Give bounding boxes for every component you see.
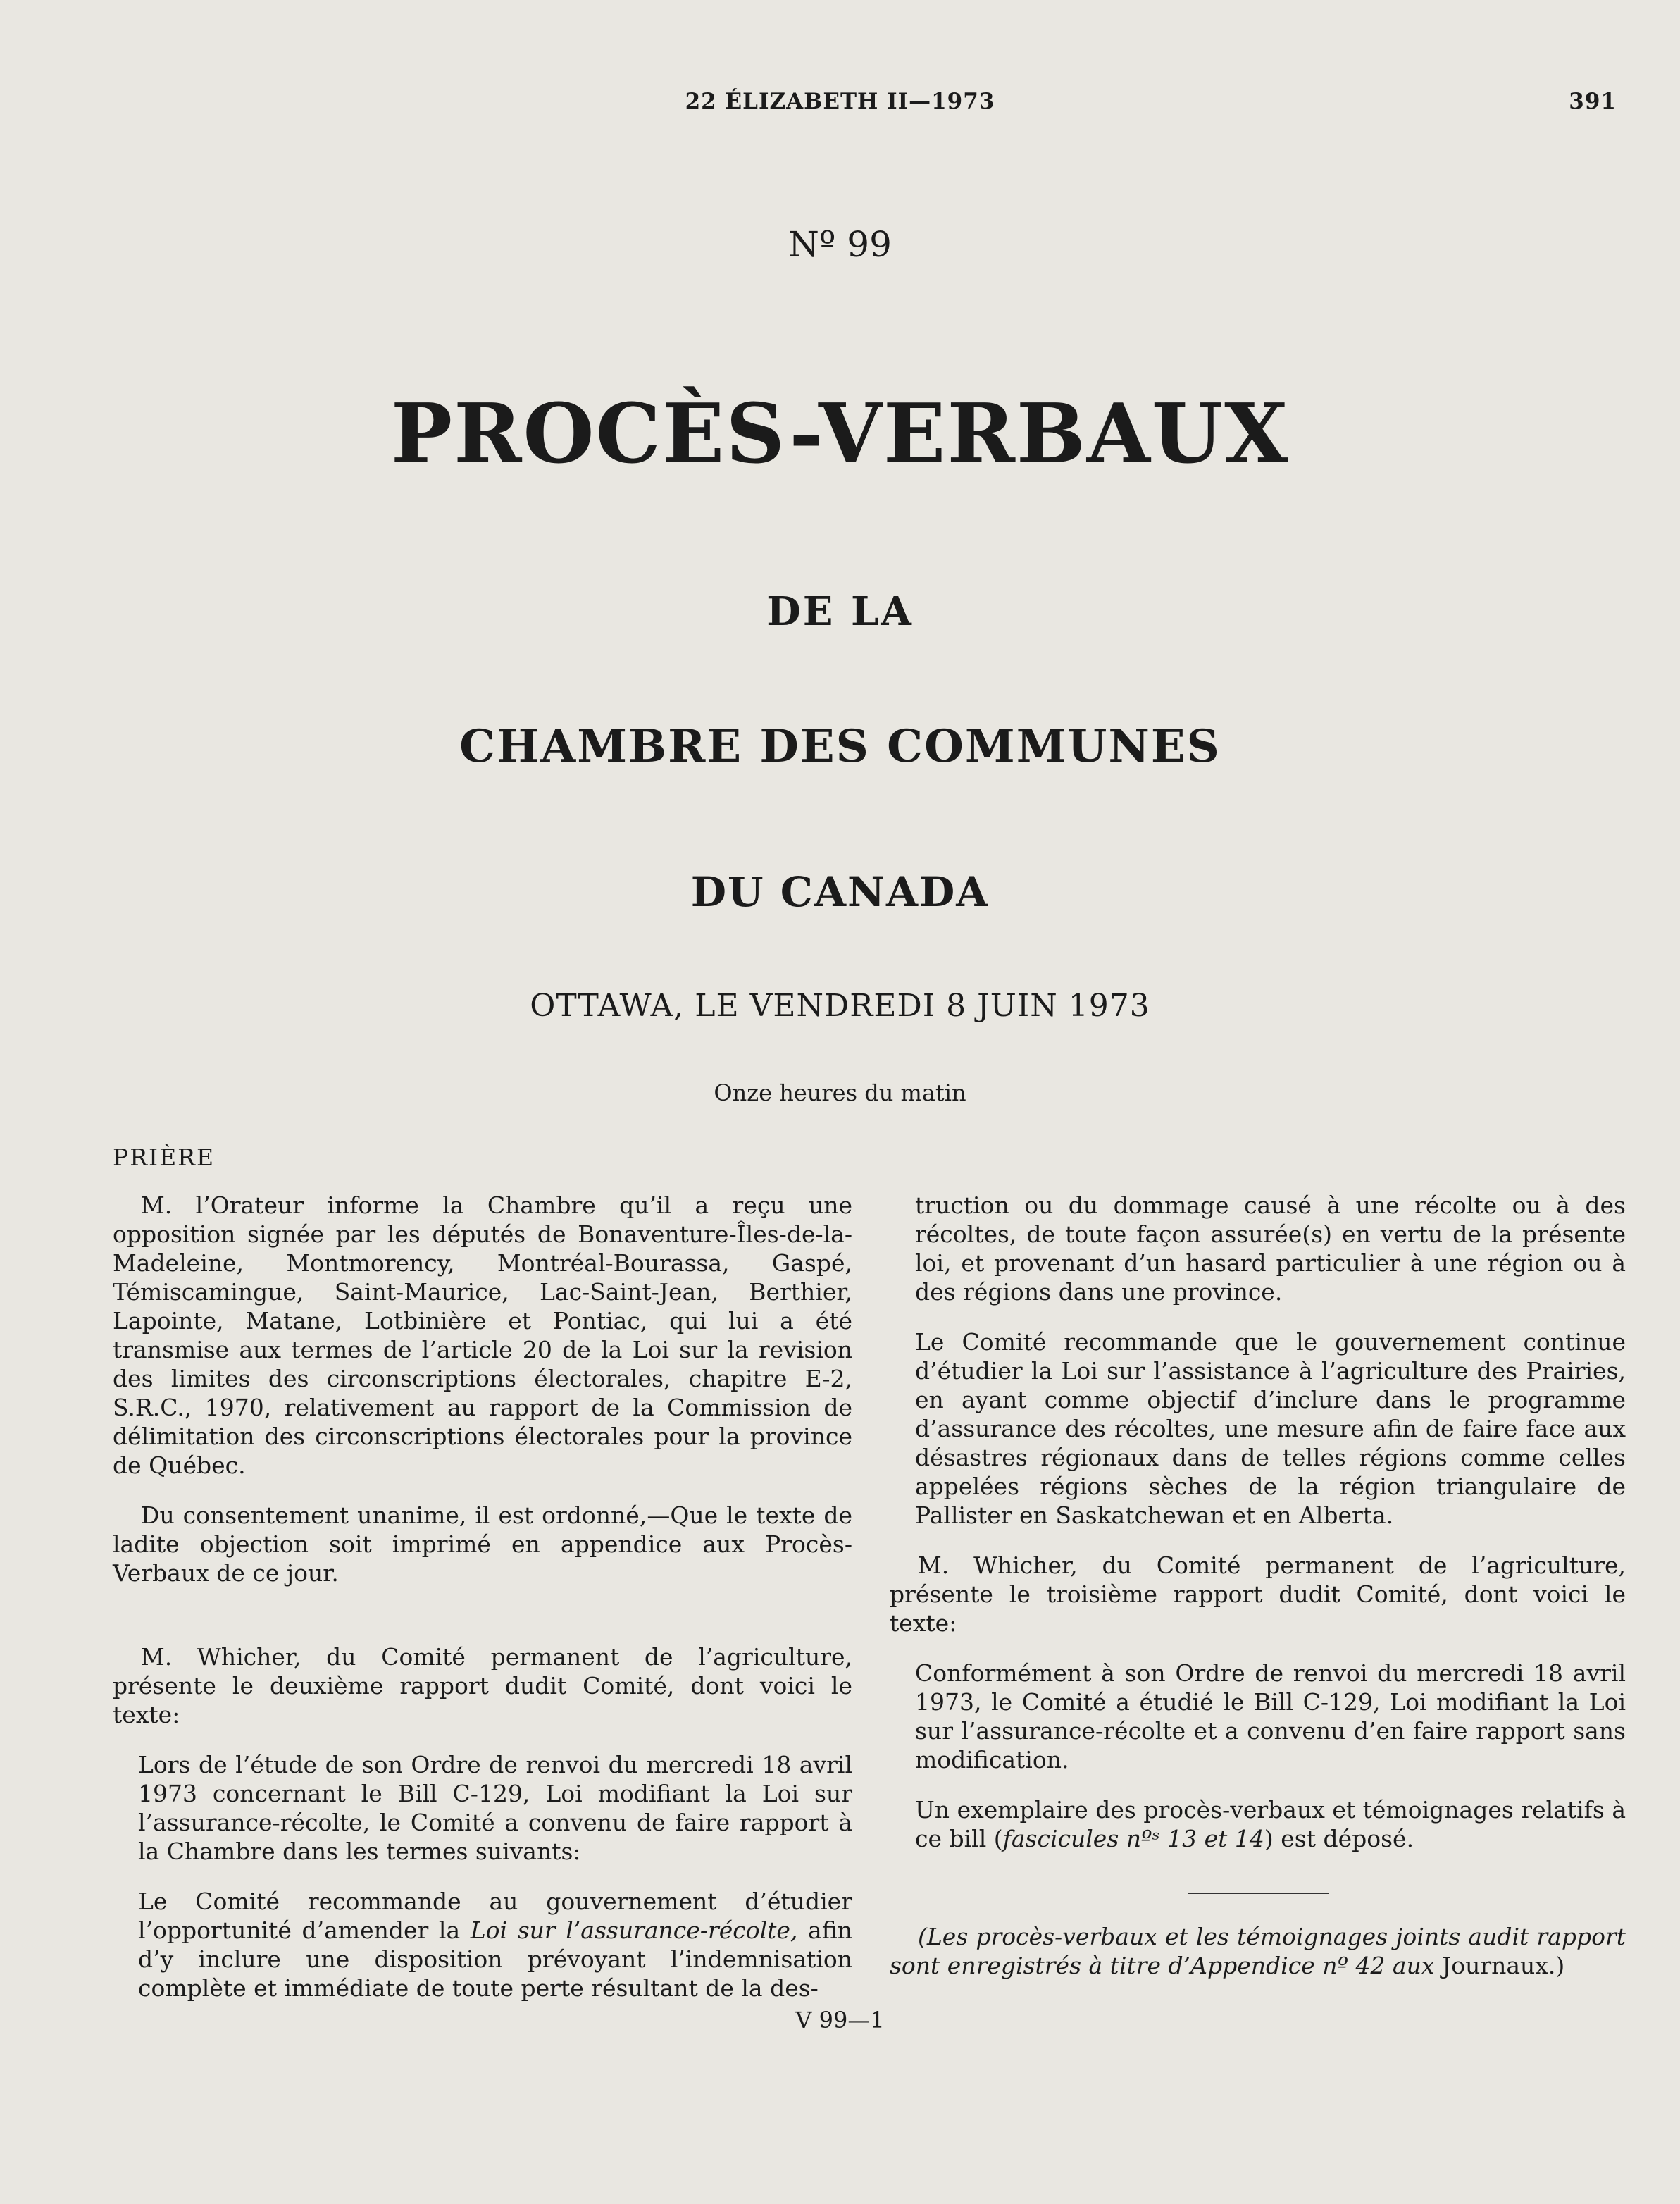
sitting-time: Onze heures du matin: [714, 1079, 966, 1106]
paragraph-recommendation: Le Comité recommande au gouvernement d’étudier l’opportunité d’amender la Loi sur l’assurance-récolte, afin d’y inclure une disposition prévoyant l’indemnisation complète et immédiate de toute perte résultant de la des-: [138, 1888, 852, 2002]
paragraph-opposition: M. l’Orateur informe la Chambre qu’il a reçu une opposition signée par les députés de Bonaventure-Îles-de-la-Madeleine, Montmorency, Montréal-Bourassa, Gaspé, Témiscamingue, Saint-Maurice, Lac-Saint-Jean, Berthier, Lapointe, Matane, Lotbinière et Pontiac, qui lui a été transmise aux termes de l’article 20 de la Loi sur la revision des limites des circonscriptions électorales, chapitre E-2, S.R.C., 1970, relativement au rapport de la Commission de délimitation des circonscriptions électorales pour la province de Québec.: [113, 1191, 852, 1479]
paragraph-recommendation-2: Le Comité recommande que le gouvernement continue d’étudier la Loi sur l’assistance à l’agriculture des Prairies, en ayant comme objectif d’inclure dans le programme d’assurance des récoltes, une mesure afin de faire face aux désastres régionaux dans de telles régions comme celles appelées régions sèches de la région triangulaire de Pallister en Saskatchewan et en Alberta.: [915, 1328, 1626, 1529]
title-de-la: DE LA: [766, 588, 914, 635]
paragraph-third-report-text: Conformément à son Ordre de renvoi du mercredi 18 avril 1973, le Comité a étudié le Bill C-129, Loi modifiant la Loi sur l’assurance-récolte et a convenu d’en faire rapport sans modification.: [915, 1659, 1626, 1773]
paragraph-exemplaire: Un exemplaire des procès-verbaux et témoignages relatifs à ce bill (fascicules nºˢ 13 et 14) est déposé.: [915, 1796, 1626, 1852]
left-column: [113, 1191, 852, 2024]
title-du-canada: DU CANADA: [690, 868, 990, 916]
issue-number: Nº 99: [788, 224, 892, 265]
signature-footer: V 99—1: [795, 2007, 885, 2033]
paragraph-whicher-third-report: M. Whicher, du Comité permanent de l’agriculture, présente le troisième rapport dudit Comité, dont voici le texte:: [890, 1552, 1626, 1637]
section-heading-priere: PRIÈRE: [113, 1144, 216, 1171]
paragraph-appendix-note: (Les procès-verbaux et les témoignages joints audit rapport sont enregistrés à titre d’Appendice nº 42 aux Journaux.): [890, 1923, 1626, 1979]
paragraph-whicher-second-report: M. Whicher, du Comité permanent de l’agriculture, présente le deuxième rapport dudit Comité, dont voici le texte:: [113, 1643, 852, 1728]
title-main: PROCÈS-VERBAUX: [390, 386, 1290, 482]
running-header: 22 ÉLIZABETH II—1973: [685, 89, 995, 114]
separator-rule: [1188, 1893, 1329, 1894]
paragraph-report-text: Lors de l’étude de son Ordre de renvoi du mercredi 18 avril 1973 concernant le Bill C-129, Loi modifiant la Loi sur l’assurance-récolte, le Comité a convenu de faire rapport à la Chambre dans les termes suivants:: [138, 1751, 852, 1865]
sitting-date: OTTAWA, LE VENDREDI 8 JUIN 1973: [530, 988, 1150, 1024]
paragraph-continuation: truction ou du dommage causé à une récolte ou à des récoltes, de toute façon assurée(s) en vertu de la présente loi, et provenant d’un hasard particulier à une région ou à des régions dans une province.: [915, 1191, 1626, 1306]
page-number: 391: [1569, 89, 1617, 114]
title-chambre: CHAMBRE DES COMMUNES: [459, 720, 1221, 773]
paragraph-consentement: Du consentement unanime, il est ordonné,—Que le texte de ladite objection soit imprimé en appendice aux Procès-Verbaux de ce jour.: [113, 1502, 852, 1587]
right-column: [890, 1191, 1626, 2001]
